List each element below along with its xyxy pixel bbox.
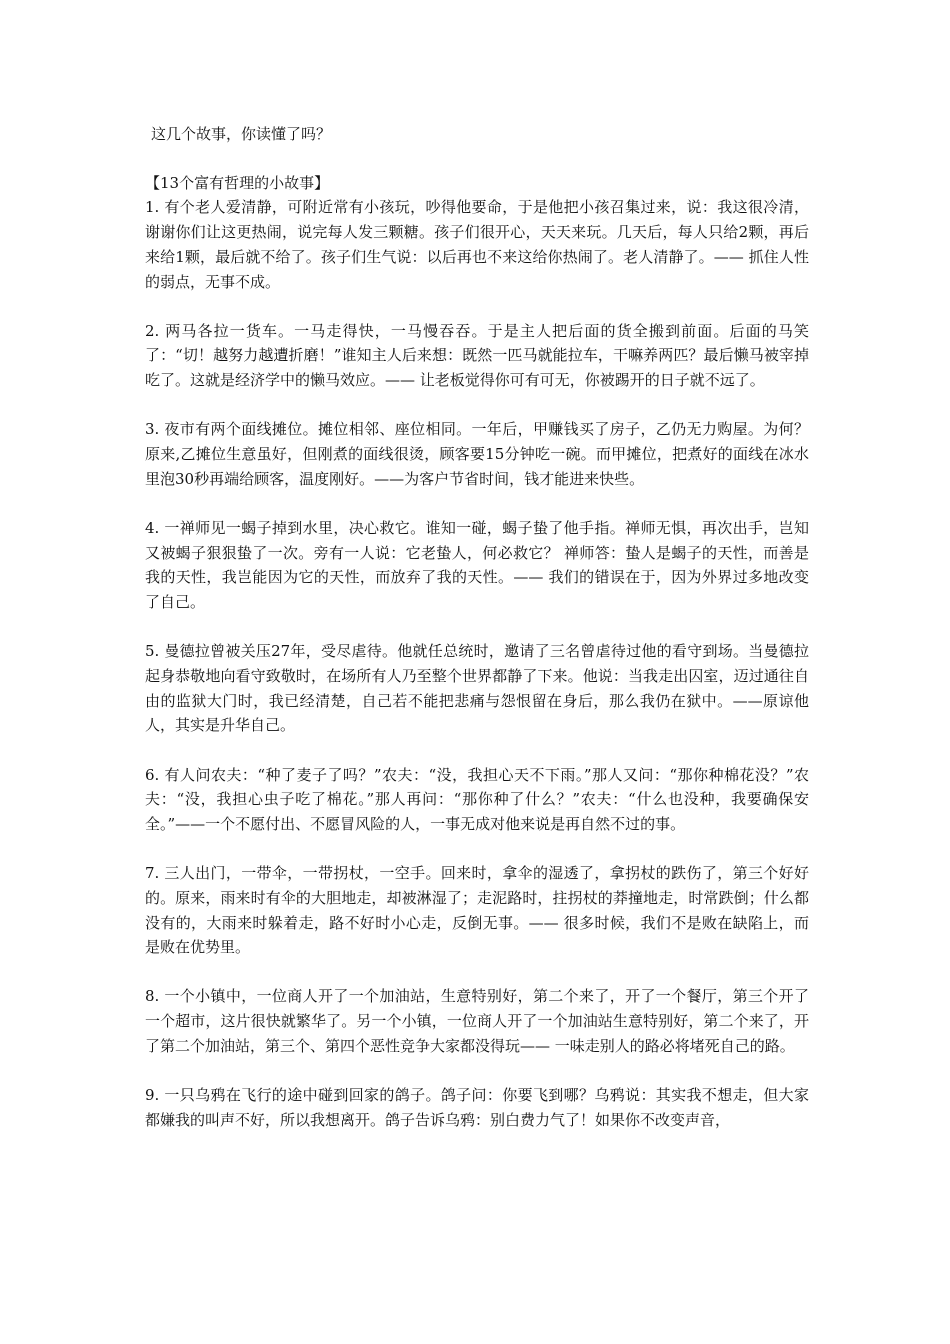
story-paragraph-8: 8. 一个小镇中，一位商人开了一个加油站，生意特别好，第二个来了，开了一个餐厅，第三个开了一个超市，这片很快就繁华了。另一个小镇，一位商人开了一个加油站生意特别好，第二个来了，开了第二个加油站，第三个、第四个恶性竞争大家都没得玩—— 一味走别人的路必将堵死自己的路。 <box>145 987 809 1055</box>
document-body <box>145 122 809 1157</box>
story-paragraph-7: 7. 三人出门，一带伞，一带拐杖，一空手。回来时，拿伞的湿透了，拿拐杖的跌伤了，第三个好好的。原来，雨来时有伞的大胆地走，却被淋湿了；走泥路时，拄拐杖的莽撞地走，时常跌倒；什么都没有的，大雨来时躲着走，路不好时小心走，反倒无事。—— 很多时候，我们不是败在缺陷上，而是败在优势里。 <box>145 864 809 957</box>
story-paragraph-9: 9. 一只乌鸦在飞行的途中碰到回家的鸽子。鸽子问：你要飞到哪？乌鸦说：其实我不想走，但大家都嫌我的叫声不好，所以我想离开。鸽子告诉乌鸦：别白费力气了！如果你不改变声音， <box>145 1086 809 1129</box>
story-paragraph-6: 6. 有人问农夫：“种了麦子了吗？”农夫：“没，我担心天不下雨。”那人又问：“那你种棉花没？”农夫：“没，我担心虫子吃了棉花。”那人再问：“那你种了什么？”农夫：“什么也没种，我要确保安全。”——一个不愿付出、不愿冒风险的人，一事无成对他来说是再自然不过的事。 <box>145 765 809 833</box>
story-paragraph-3: 3. 夜市有两个面线摊位。摊位相邻、座位相同。一年后，甲赚钱买了房子，乙仍无力购屋。为何？原来,乙摊位生意虽好，但刚煮的面线很烫，顾客要15分钟吃一碗。而甲摊位，把煮好的面线在冰水里泡30秒再端给顾客，温度刚好。——为客户节省时间，钱才能进来快些。 <box>145 420 809 488</box>
story-paragraph-1: 1. 有个老人爱清静，可附近常有小孩玩，吵得他要命，于是他把小孩召集过来，说：我这很冷清，谢谢你们让这更热闹，说完每人发三颗糖。孩子们很开心，天天来玩。几天后，每人只给2颗，再后来给1颗，最后就不给了。孩子们生气说：以后再也不来这给你热闹了。老人清静了。—— 抓住人性的弱点，无事不成。 <box>145 198 809 291</box>
section-heading: 【13个富有哲理的小故事】 <box>145 173 330 192</box>
story-paragraph-5: 5. 曼德拉曾被关压27年，受尽虐待。他就任总统时，邀请了三名曾虐待过他的看守到场。当曼德拉起身恭敬地向看守致敬时，在场所有人乃至整个世界都静了下来。他说：当我走出囚室，迈过通往自由的监狱大门时，我已经清楚，自己若不能把悲痛与怨恨留在身后，那么我仍在狱中。——原谅他人，其实是升华自己。 <box>145 642 809 735</box>
story-paragraph-2: 2. 两马各拉一货车。一马走得快，一马慢吞吞。于是主人把后面的货全搬到前面。后面的马笑了：“切！越努力越遭折磨！”谁知主人后来想：既然一匹马就能拉车，干嘛养两匹？最后懒马被宰掉吃了。这就是经济学中的懒马效应。—— 让老板觉得你可有可无，你被踢开的日子就不远了。 <box>145 321 809 390</box>
intro-line: 这几个故事，你读懂了吗？ <box>151 125 332 143</box>
story-paragraph-4: 4. 一禅师见一蝎子掉到水里，决心救它。谁知一碰，蝎子蛰了他手指。禅师无惧，再次出手，岂知又被蝎子狠狠蛰了一次。旁有一人说：它老蛰人，何必救它？ 禅师答：蛰人是蝎子的天性，而善是我的天性，我岂能因为它的天性，而放弃了我的天性。—— 我们的错误在于，因为外界过多地改变了自己。 <box>145 518 809 612</box>
